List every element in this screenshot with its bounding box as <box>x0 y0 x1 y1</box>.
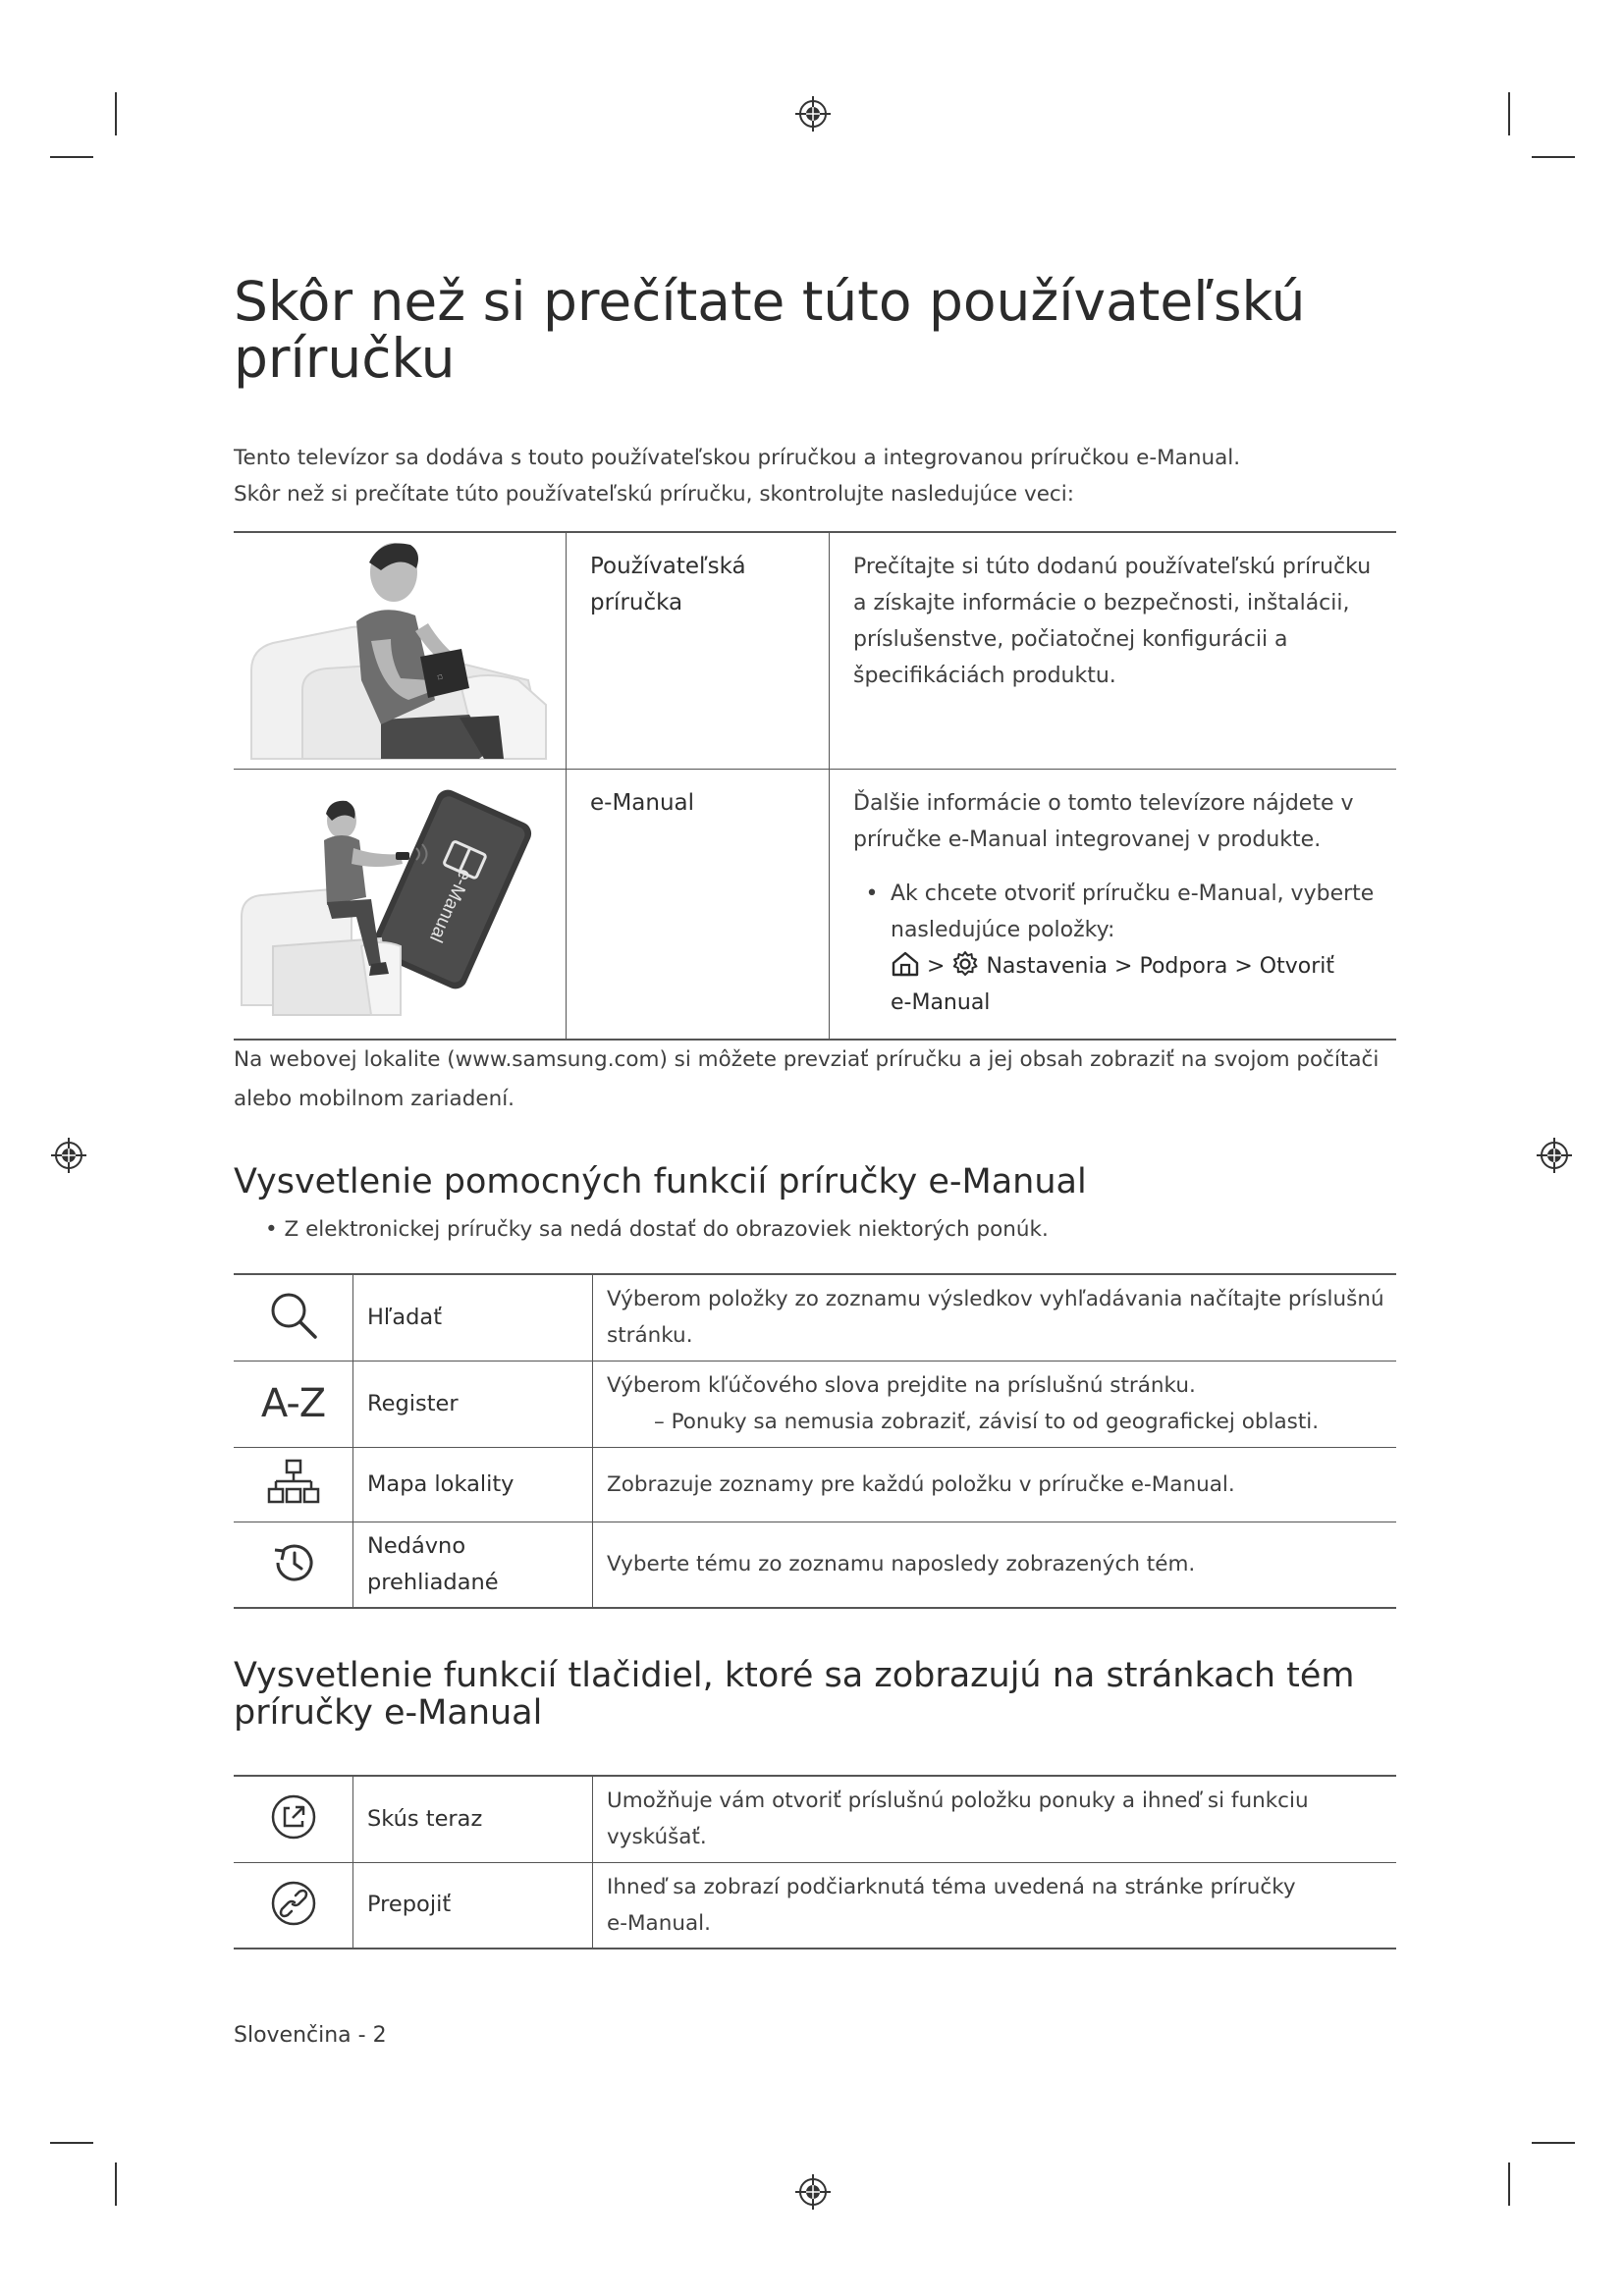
gear-icon <box>951 950 979 978</box>
page-title <box>234 270 1412 390</box>
description-line: a získajte informácie o bezpečnosti, inštalácii, <box>853 591 1350 615</box>
description-line: Vyberte tému zo zoznamu naposledy zobrazených tém. <box>607 1552 1196 1577</box>
manual-name-line: príručka <box>590 590 683 615</box>
function-description <box>593 1361 1397 1447</box>
intro-line: Tento televízor sa dodáva s touto používateľskou príručkou a integrovanou príručkou e-Manual. <box>234 446 1241 470</box>
function-name-line: Mapa lokality <box>367 1470 514 1497</box>
home-icon <box>891 950 920 978</box>
try-now-icon <box>269 1792 318 1842</box>
menu-path-open: Otvoriť <box>1259 954 1334 979</box>
table-row <box>234 1522 1396 1608</box>
manual-cover-label: □ <box>437 673 444 682</box>
description-line: Umožňuje vám otvoriť príslušnú položku ponuky a ihneď si funkciu <box>607 1789 1309 1814</box>
note-line: Na webovej lokalite (www.samsung.com) si môžete prevziať príručku a jej obsah zobraziť na svojom počítači <box>234 1047 1380 1072</box>
icon-cell <box>234 1447 353 1522</box>
registration-mark-icon <box>793 2172 833 2212</box>
menu-path-support: Podpora <box>1139 954 1228 979</box>
note-line: alebo mobilnom zariadení. <box>234 1087 515 1111</box>
manual-types-table <box>234 531 1396 1041</box>
icon-cell <box>234 1274 353 1361</box>
function-name-line: Register <box>367 1390 459 1416</box>
web-download-note <box>234 1041 1412 1119</box>
function-name: Prepojiť <box>353 1862 593 1949</box>
history-icon <box>269 1538 318 1587</box>
section-heading: Vysvetlenie pomocných funkcií príručky e-Manual <box>234 1162 1087 1201</box>
user-manual-description <box>830 532 1397 770</box>
path-separator: > <box>1114 954 1133 979</box>
path-separator: > <box>927 954 946 979</box>
table-row <box>234 1862 1396 1949</box>
function-description <box>593 1274 1397 1361</box>
link-icon <box>269 1879 318 1928</box>
function-name-line: prehliadané <box>367 1569 499 1595</box>
az-index-icon: A-Z <box>260 1381 326 1426</box>
crop-mark <box>50 2142 93 2144</box>
function-name <box>353 1274 593 1361</box>
function-description <box>593 1447 1397 1522</box>
description-line: e-Manual. <box>607 1910 711 1936</box>
crop-mark <box>115 2163 117 2206</box>
person-reading-manual-illustration <box>234 533 564 765</box>
crop-mark <box>1508 92 1510 135</box>
icon-cell <box>234 1522 353 1608</box>
manual-name-line: Používateľská <box>590 554 746 579</box>
tv-screen-label: e-Manual <box>424 866 476 945</box>
description-line: príslušenstve, počiatočnej konfigurácii a <box>853 627 1288 652</box>
emanual-illustration-cell <box>234 770 567 1041</box>
function-description <box>593 1522 1397 1608</box>
description-line: Prečítajte si túto dodanú používateľskú príručku <box>853 555 1372 579</box>
section-note: • Z elektronickej príručky sa nedá dostať do obrazoviek niektorých ponúk. <box>265 1217 1049 1242</box>
page-title-line: Skôr než si prečítate túto používateľskú <box>234 270 1306 333</box>
sub-note-line: – Ponuky sa nemusia zobraziť, závisí to od geografickej oblasti. <box>654 1410 1320 1434</box>
description-line: Výberom položky zo zoznamu výsledkov vyhľadávania načítajte príslušnú <box>607 1287 1384 1312</box>
icon-cell <box>234 1361 353 1447</box>
page-footer: Slovenčina - 2 <box>234 2023 387 2048</box>
function-name-line: Nedávno <box>367 1532 466 1559</box>
crop-mark <box>1508 2163 1510 2206</box>
registration-mark-icon <box>793 94 833 133</box>
crop-mark <box>1532 2142 1575 2144</box>
emanual-name: e-Manual <box>567 770 830 1041</box>
emanual-description <box>830 770 1397 1041</box>
bullet-line: Ak chcete otvoriť príručku e-Manual, vyberte <box>891 881 1375 906</box>
menu-path-emanual: e-Manual <box>891 990 991 1015</box>
table-row <box>234 1447 1396 1522</box>
section-heading <box>234 1657 1412 1732</box>
table-row <box>234 1361 1396 1447</box>
description-line: Ďalšie informácie o tomto televízore nájdete v <box>853 791 1354 816</box>
menu-path <box>891 948 1386 985</box>
section-heading-line: príručky e-Manual <box>234 1693 543 1733</box>
description-line: príručke e-Manual integrovanej v produkte. <box>853 828 1322 852</box>
table-row <box>234 1776 1396 1862</box>
description-line: Ihneď sa zobrazí podčiarknutá téma uvedená na stránke príručky <box>607 1874 1296 1899</box>
description-line: stránku. <box>607 1323 693 1349</box>
helper-functions-table <box>234 1273 1396 1609</box>
description-line: Výberom kľúčového slova prejdite na príslušnú stránku. <box>607 1373 1196 1398</box>
user-manual-illustration-cell <box>234 532 567 770</box>
page-title-line: príručku <box>234 327 456 390</box>
icon-cell <box>234 1776 353 1862</box>
function-name <box>353 1522 593 1608</box>
function-name <box>353 1447 593 1522</box>
registration-mark-icon <box>49 1136 88 1175</box>
registration-mark-icon <box>1535 1136 1574 1175</box>
section-heading-line: Vysvetlenie funkcií tlačidiel, ktoré sa zobrazujú na stránkach tém <box>234 1656 1355 1695</box>
table-row <box>234 1274 1396 1361</box>
table-row <box>234 532 1396 770</box>
bullet-line: nasledujúce položky: <box>891 918 1115 942</box>
user-manual-name <box>567 532 830 770</box>
path-separator: > <box>1234 954 1253 979</box>
person-with-tv-illustration <box>234 770 564 1035</box>
function-description <box>593 1862 1397 1949</box>
table-row <box>234 770 1396 1041</box>
function-description <box>593 1776 1397 1862</box>
sitemap-icon <box>266 1458 321 1507</box>
function-name: Skús teraz <box>353 1776 593 1862</box>
search-icon <box>266 1288 321 1343</box>
crop-mark <box>1532 156 1575 158</box>
description-line: vyskúšať. <box>607 1825 707 1850</box>
crop-mark <box>50 156 93 158</box>
intro-text <box>234 440 1412 512</box>
intro-line: Skôr než si prečítate túto používateľskú príručku, skontrolujte nasledujúce veci: <box>234 482 1074 507</box>
bullet-icon: • <box>865 881 879 906</box>
bullet-text <box>891 876 1386 1021</box>
function-name <box>353 1361 593 1447</box>
description-line: Zobrazuje zoznamy pre každú položku v príručke e-Manual. <box>607 1471 1235 1497</box>
icon-cell <box>234 1862 353 1949</box>
description-line: špecifikáciách produktu. <box>853 664 1116 688</box>
list-item <box>853 876 1386 1021</box>
menu-path-settings: Nastavenia <box>986 954 1109 979</box>
button-functions-table <box>234 1775 1396 1949</box>
function-name-line: Hľadať <box>367 1304 443 1330</box>
crop-mark <box>115 92 117 135</box>
